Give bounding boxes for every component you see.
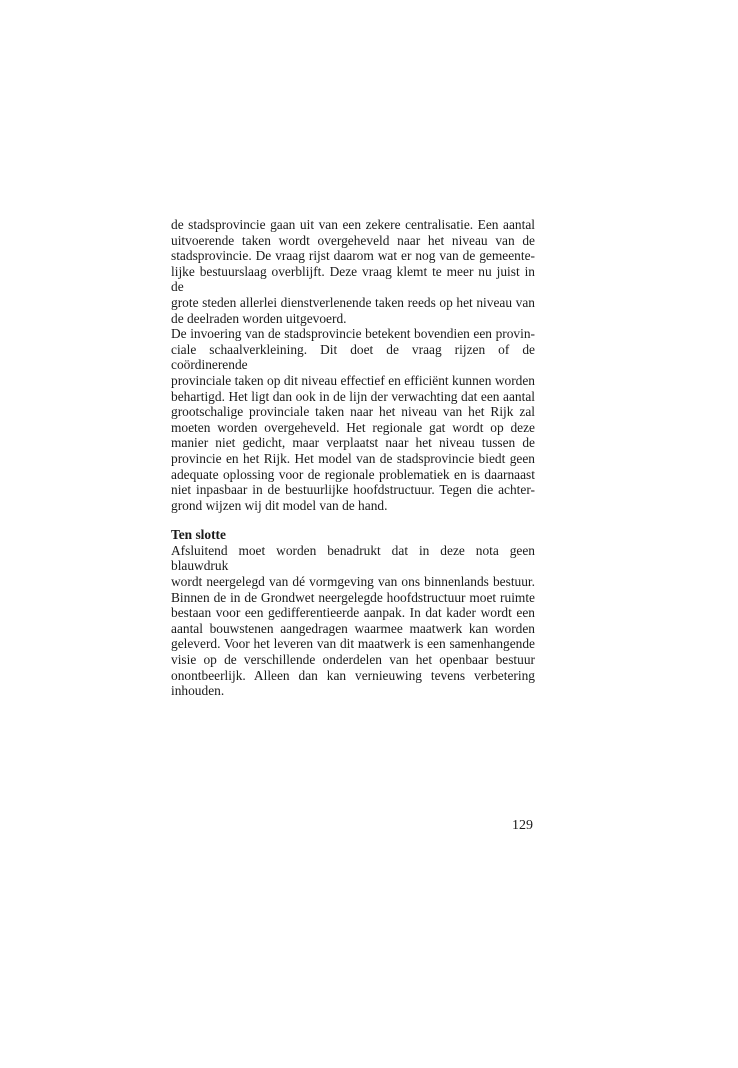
text-line: de stadsprovincie gaan uit van een zekere centralisatie. Een aantal xyxy=(171,217,535,232)
body-text xyxy=(171,217,535,699)
text-line: aantal bouwstenen aangedragen waarmee maatwerk kan worden xyxy=(171,620,535,636)
text-line: de deelraden worden uitgevoerd. xyxy=(171,310,347,326)
text-line: uitvoerende taken wordt overgeheveld naar het niveau van de xyxy=(171,232,535,248)
text-line: Binnen de in de Grondwet neergelegde hoofdstructuur moet ruimte xyxy=(171,589,535,605)
text-line: grond wijzen wij dit model van de hand. xyxy=(171,497,388,513)
text-line: lijke bestuurslaag overblijft. Deze vraag klemt te meer nu juist in de xyxy=(171,263,535,295)
text-line: manier niet gedicht, maar verplaatst naar het niveau tussen de xyxy=(171,435,535,451)
text-line: ciale schaalverkleining. Dit doet de vraag rijzen of de coördinerende xyxy=(171,341,535,373)
text-line: geleverd. Voor het leveren van dit maatwerk is een samenhangende xyxy=(171,636,535,652)
text-line: grote steden allerlei dienstverlenende taken reeds op het niveau van xyxy=(171,294,535,310)
text-line: behartigd. Het ligt dan ook in de lijn der verwachting dat een aantal xyxy=(171,388,535,404)
paragraph-centralisatie xyxy=(171,217,535,326)
text-line: visie op de verschillende onderdelen van het openbaar bestuur xyxy=(171,652,535,668)
text-line: bestaan voor een gedifferentieerde aanpak. In dat kader wordt een xyxy=(171,605,535,621)
text-line: stadsprovincie. De vraag rijst daarom wat er nog van de gemeente- xyxy=(171,248,535,264)
section-heading: Ten slotte xyxy=(171,527,226,543)
text-line: De invoering van de stadsprovincie betekent bovendien een provin- xyxy=(171,326,535,342)
text-line: wordt neergelegd van dé vormgeving van ons binnenlands bestuur. xyxy=(171,574,535,590)
paragraph-ten-slotte xyxy=(171,543,535,699)
text-line: onontbeerlijk. Alleen dan kan vernieuwing tevens verbetering xyxy=(171,667,535,683)
text-line: grootschalige provinciale taken naar het niveau van het Rijk zal xyxy=(171,404,535,420)
text-line: niet inpasbaar in de bestuurlijke hoofdstructuur. Tegen die achter- xyxy=(171,482,535,498)
paragraph-schaalverkleining xyxy=(171,326,535,513)
text-line: provinciale taken op dit niveau effectief en efficiënt kunnen worden xyxy=(171,372,535,388)
text-line: Afsluitend moet worden benadrukt dat in deze nota geen blauwdruk xyxy=(171,542,535,574)
text-line: moeten worden overgeheveld. Het regionale gat wordt op deze xyxy=(171,419,535,435)
text-line: inhouden. xyxy=(171,683,225,699)
text-line: adequate oplossing voor de regionale problematiek en is daarnaast xyxy=(171,466,535,482)
text-line: provincie en het Rijk. Het model van de stadsprovincie biedt geen xyxy=(171,450,535,466)
page-number: 129 xyxy=(512,818,533,833)
